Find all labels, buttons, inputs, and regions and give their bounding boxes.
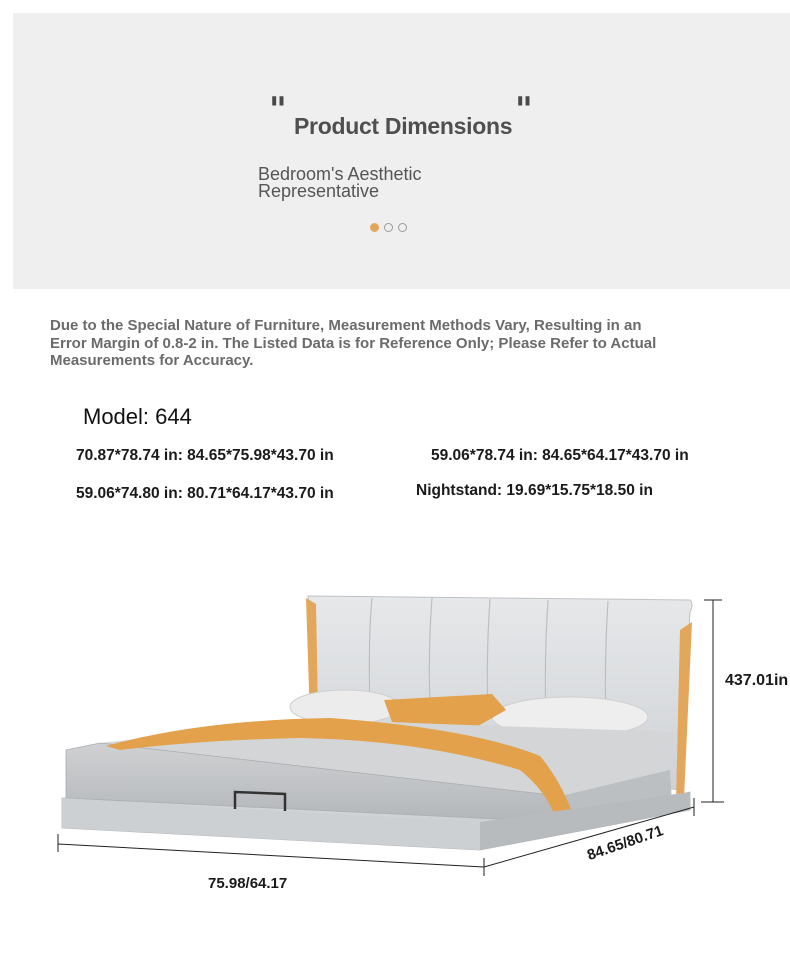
carousel-dot-3[interactable] bbox=[398, 223, 407, 232]
open-quote-icon: " bbox=[269, 90, 283, 130]
depth-label: 84.65/80.71 bbox=[585, 822, 666, 865]
banner bbox=[13, 13, 790, 289]
carousel-dot-2[interactable] bbox=[384, 223, 393, 232]
banner-subtitle: Bedroom's Aesthetic Representative bbox=[258, 164, 422, 201]
carousel-dot-1[interactable] bbox=[370, 223, 379, 232]
width-label: 75.98/64.17 bbox=[208, 875, 288, 892]
spec-2: 59.06*78.74 in: 84.65*64.17*43.70 in bbox=[431, 447, 689, 464]
bed-illustration bbox=[0, 560, 790, 969]
spec-1: 70.87*78.74 in: 84.65*75.98*43.70 in bbox=[76, 447, 334, 464]
banner-title: Product Dimensions bbox=[294, 113, 513, 139]
height-label: 437.01in bbox=[725, 672, 789, 689]
carousel-dots bbox=[370, 223, 407, 232]
measurement-note: Due to the Special Nature of Furniture, Measurement Methods Vary, Resulting in an Error Margin of 0.8-2 in. The Listed Data is for Reference Only; Please Refer to Actual Measurements for Accuracy. bbox=[50, 317, 657, 369]
close-quote-icon: " bbox=[515, 90, 529, 130]
spec-3: 59.06*74.80 in: 80.71*64.17*43.70 in bbox=[76, 485, 334, 502]
model-label: Model: 644 bbox=[83, 404, 192, 429]
spec-nightstand: Nightstand: 19.69*15.75*18.50 in bbox=[416, 482, 653, 499]
bed-drawing bbox=[0, 560, 790, 969]
